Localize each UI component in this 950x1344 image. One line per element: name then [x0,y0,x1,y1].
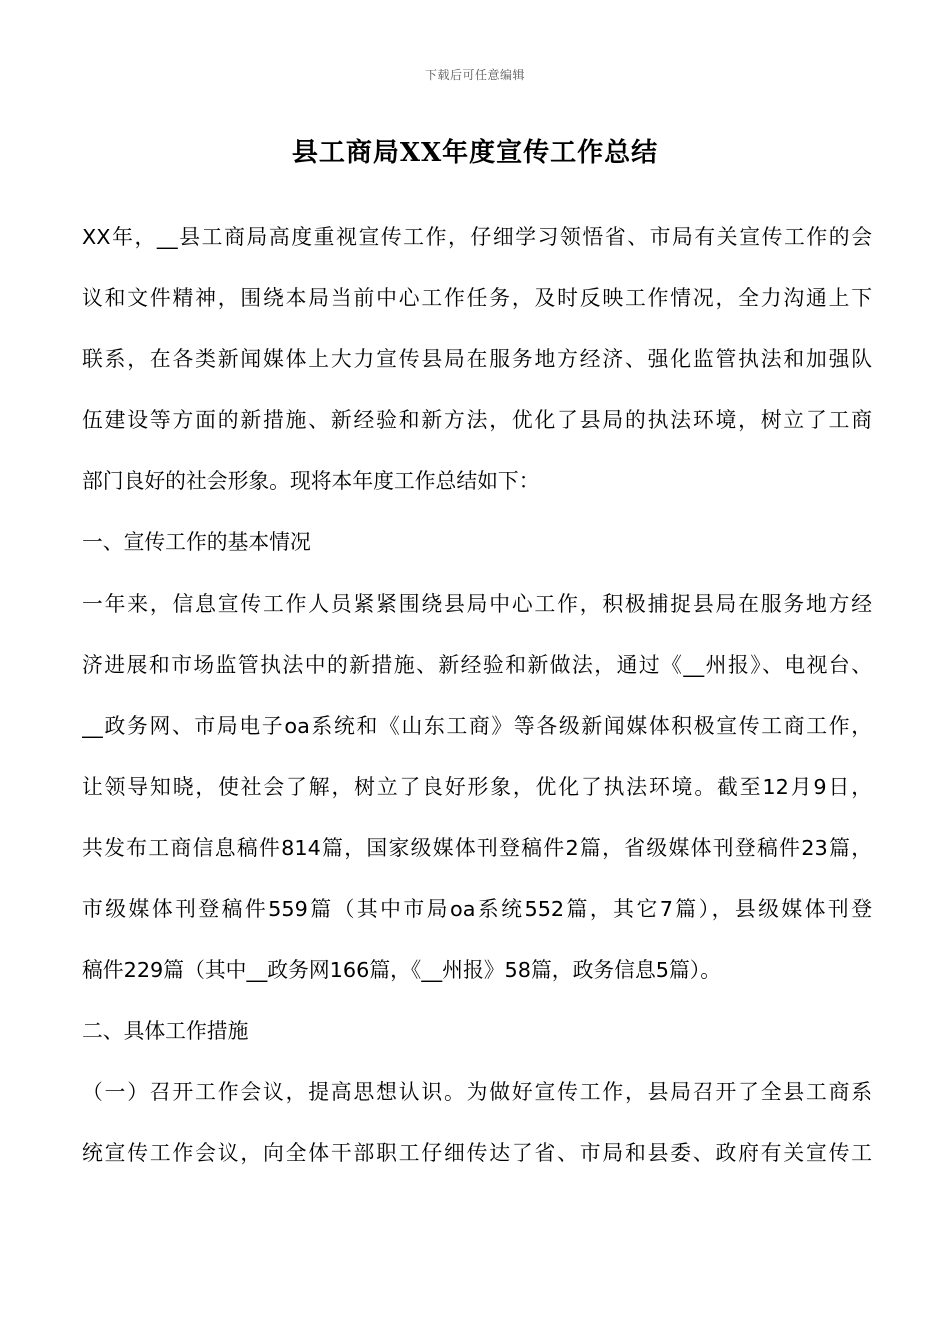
section-heading: 一、宣传工作的基本情况 [82,530,311,555]
paragraph-line: 稿件229篇（其中__政务网166篇，《__州报》58篇，政务信息5篇）。 [82,958,722,983]
paragraph-line: 共发布工商信息稿件814篇，国家级媒体刊登稿件2篇，省级媒体刊登稿件23篇， [82,835,872,860]
paragraph-line: （一）召开工作会议，提高思想认识。为做好宣传工作，县局召开了全县工商系 [82,1080,872,1105]
paragraph-line: 议和文件精神，围绕本局当前中心工作任务，及时反映工作情况，全力沟通上下 [82,286,872,311]
paragraph-line: 市级媒体刊登稿件559篇（其中市局oa系统552篇，其它7篇），县级媒体刊登 [82,897,872,922]
paragraph-line: XX年，__县工商局高度重视宣传工作，仔细学习领悟省、市局有关宣传工作的会 [82,225,872,249]
header-note: 下载后可任意编辑 [424,68,525,82]
paragraph-line: 部门良好的社会形象。现将本年度工作总结如下： [82,469,540,494]
paragraph-line: 济进展和市场监管执法中的新措施、新经验和新做法，通过《__州报》、电视台、 [82,652,872,677]
paragraph-line: 一年来，信息宣传工作人员紧紧围绕县局中心工作，积极捕捉县局在服务地方经 [82,591,872,616]
paragraph-line: 伍建设等方面的新措施、新经验和新方法，优化了县局的执法环境，树立了工商 [82,408,872,433]
paragraph-line: 统宣传工作会议，向全体干部职工仔细传达了省、市局和县委、政府有关宣传工 [82,1141,872,1166]
document-body [82,207,872,1185]
paragraph-line: __政务网、市局电子oa系统和《山东工商》等各级新闻媒体积极宣传工商工作， [82,713,872,738]
paragraph-line: 让领导知晓，使社会了解，树立了良好形象，优化了执法环境。截至12月9日， [82,774,872,799]
paragraph-line: 联系，在各类新闻媒体上大力宣传县局在服务地方经济、强化监管执法和加强队 [82,347,872,372]
document-title: 县工商局XX年度宣传工作总结 [291,138,659,168]
section-heading: 二、具体工作措施 [82,1019,249,1044]
